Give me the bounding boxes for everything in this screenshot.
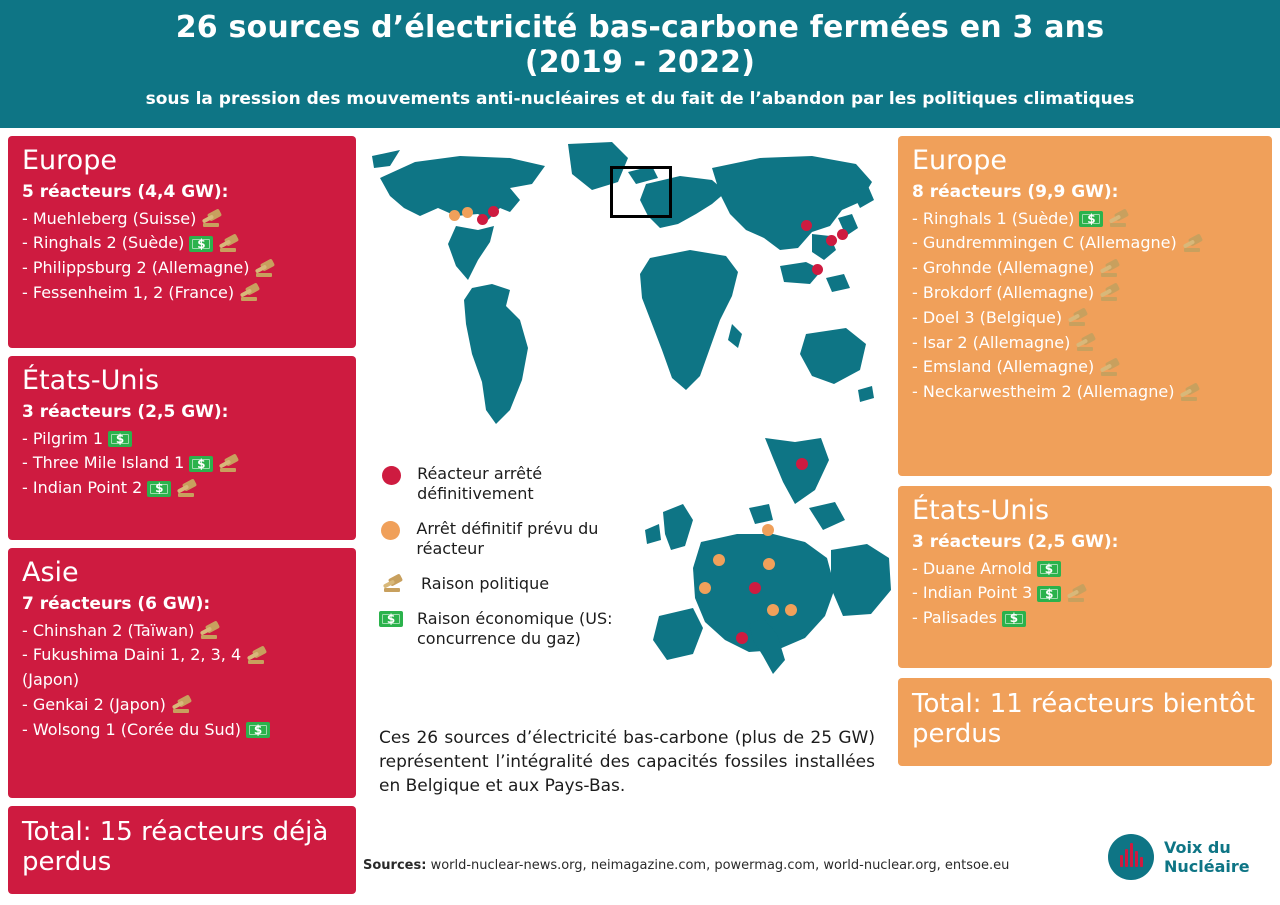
title-line-2: (2019 - 2022): [524, 45, 756, 81]
legend-row: [379, 609, 629, 649]
reactor-label: - Duane Arnold: [912, 558, 1032, 578]
legend-label: Réacteur arrêté définitivement: [417, 464, 543, 503]
reactor-list: [22, 427, 342, 501]
gavel-icon: [171, 697, 193, 713]
reactor-label: - Grohnde (Allemagne): [912, 258, 1095, 278]
note-box: Ces 26 sources d’électricité bas-carbone (plus de 25 GW) représentent l’intégralité des capacités fossiles installées en Belgique et aux Pays-Bas.: [363, 713, 891, 833]
map-marker-orange: [763, 558, 775, 570]
content-stage: [0, 128, 1280, 905]
logo-mark-icon: [1108, 834, 1154, 880]
map-marker-orange: [762, 524, 774, 536]
reactor-label: - Three Mile Island 1: [22, 453, 185, 473]
card-count: 5 réacteurs (4,4 GW):: [22, 181, 229, 202]
legend-label: Arrêt définitif prévu du réacteur: [416, 519, 599, 558]
list-item: [912, 331, 1258, 356]
map-marker-red: [488, 206, 499, 217]
map-marker-orange: [699, 582, 711, 594]
list-item: [912, 355, 1258, 380]
legend-symbol: [379, 519, 402, 540]
reactor-label: - Brokdorf (Allemagne): [912, 283, 1095, 303]
list-item: [22, 668, 342, 693]
card-title: Europe: [912, 145, 1007, 176]
gavel-icon: [239, 285, 261, 301]
legend-symbol: [379, 464, 403, 485]
money-icon: [147, 481, 171, 497]
reactor-label: - Indian Point 3: [912, 583, 1033, 603]
map-marker-red: [812, 264, 823, 275]
list-item: [22, 718, 342, 743]
list-item: [22, 693, 342, 718]
europe-zoom-box: [610, 166, 672, 218]
money-icon: [108, 431, 132, 447]
gavel-icon: [176, 481, 198, 497]
sources-label: Sources:: [363, 858, 427, 873]
orange-dot-icon: [381, 521, 400, 540]
list-item: [22, 619, 342, 644]
gavel-icon: [1067, 310, 1089, 326]
reactor-label: - Neckarwestheim 2 (Allemagne): [912, 382, 1175, 402]
map-marker-orange: [785, 604, 797, 616]
reactor-label: - Genkai 2 (Japon): [22, 695, 166, 715]
total-left: Total: 15 réacteurs déjà perdus: [8, 806, 356, 894]
reactor-label: - Wolsong 1 (Corée du Sud): [22, 719, 242, 739]
money-icon: [379, 611, 403, 627]
gavel-icon: [199, 623, 221, 639]
total-right: Total: 11 réacteurs bientôt perdus: [898, 678, 1272, 766]
reactor-label: (Japon): [22, 670, 80, 690]
card-right-usa: [898, 486, 1272, 668]
legend-label: Raison économique (US: concurrence du gaz): [417, 609, 613, 648]
map-marker-red: [801, 220, 812, 231]
list-item: [912, 207, 1258, 232]
gavel-icon: [254, 261, 276, 277]
gavel-icon: [218, 236, 240, 252]
money-icon: [1002, 611, 1026, 627]
title-line-1: 26 sources d’électricité bas-carbone fermées en 3 ans: [175, 10, 1105, 45]
money-icon: [189, 236, 213, 252]
reactor-list: [912, 207, 1258, 405]
money-icon: [189, 456, 213, 472]
legend-symbol: [379, 609, 403, 627]
legend-symbol: [379, 574, 407, 592]
list-item: [22, 476, 342, 501]
card-count: 3 réacteurs (2,5 GW):: [22, 401, 229, 422]
header-banner: [0, 0, 1280, 128]
list-item: [912, 380, 1258, 405]
gavel-icon: [218, 456, 240, 472]
logo-text: [1164, 838, 1250, 876]
gavel-icon: [1179, 385, 1201, 401]
legend-label: Raison politique: [421, 574, 550, 593]
reactor-label: - Indian Point 2: [22, 478, 143, 498]
map-marker-orange: [462, 207, 473, 218]
list-item: [912, 606, 1258, 631]
map-legend: [365, 448, 643, 688]
gavel-icon: [1075, 335, 1097, 351]
logo-line-2: Nucléaire: [1164, 857, 1250, 876]
europe-detail-map: [645, 438, 895, 698]
reactor-label: - Philippsburg 2 (Allemagne): [22, 258, 250, 278]
list-item: [22, 451, 342, 476]
reactor-list: [22, 207, 342, 306]
reactor-list: [912, 557, 1258, 631]
reactor-label: - Muehleberg (Suisse): [22, 208, 197, 228]
gavel-icon: [1108, 211, 1130, 227]
list-item: [912, 557, 1258, 582]
gavel-icon: [1099, 261, 1121, 277]
card-count: 7 réacteurs (6 GW):: [22, 593, 211, 614]
legend-row: [379, 464, 629, 504]
card-left-asia: [8, 548, 356, 798]
reactor-label: - Pilgrim 1: [22, 428, 104, 448]
card-title: États-Unis: [22, 365, 160, 396]
card-left-europe: [8, 136, 356, 348]
money-icon: [246, 722, 270, 738]
reactor-label: - Palisades: [912, 608, 997, 628]
reactor-label: - Fukushima Daini 1, 2, 3, 4: [22, 645, 242, 665]
map-marker-red: [796, 458, 808, 470]
gavel-icon: [1182, 236, 1204, 252]
reactor-list: [22, 619, 342, 743]
card-title: Asie: [22, 557, 79, 588]
reactor-label: - Fessenheim 1, 2 (France): [22, 283, 235, 303]
logo-line-1: Voix du: [1164, 837, 1231, 857]
map-marker-orange: [449, 210, 460, 221]
sources-list: world-nuclear-news.org, neimagazine.com, powermag.com, world-nuclear.org, entsoe.eu: [430, 858, 1010, 873]
list-item: [912, 256, 1258, 281]
map-marker-red: [477, 214, 488, 225]
page-title: [0, 10, 1280, 81]
map-marker-orange: [767, 604, 779, 616]
list-item: [22, 281, 342, 306]
reactor-label: - Ringhals 1 (Suède): [912, 208, 1075, 228]
card-title: Europe: [22, 145, 117, 176]
reactor-label: - Doel 3 (Belgique): [912, 307, 1063, 327]
reactor-label: - Chinshan 2 (Taïwan): [22, 620, 195, 640]
card-count: 8 réacteurs (9,9 GW):: [912, 181, 1119, 202]
map-marker-red: [736, 632, 748, 644]
sources-line: [363, 858, 1043, 873]
list-item: [912, 231, 1258, 256]
page-subtitle: sous la pression des mouvements anti-nucléaires et du fait de l’abandon par les politiques climatiques: [145, 88, 1135, 109]
card-title: États-Unis: [912, 495, 1050, 526]
legend-row: [379, 574, 629, 594]
card-count: 3 réacteurs (2,5 GW):: [912, 531, 1119, 552]
money-icon: [1037, 586, 1061, 602]
list-item: [912, 306, 1258, 331]
red-dot-icon: [382, 466, 401, 485]
legend-row: [379, 519, 629, 559]
reactor-label: - Ringhals 2 (Suède): [22, 233, 185, 253]
list-item: [22, 643, 342, 668]
card-left-usa: [8, 356, 356, 540]
gavel-icon: [1099, 360, 1121, 376]
map-marker-red: [837, 229, 848, 240]
card-right-europe: [898, 136, 1272, 476]
money-icon: [1079, 211, 1103, 227]
gavel-icon: [1099, 285, 1121, 301]
logo: [1108, 826, 1268, 888]
list-item: [22, 427, 342, 452]
list-item: [22, 256, 342, 281]
list-item: [912, 581, 1258, 606]
list-item: [912, 281, 1258, 306]
gavel-icon: [201, 211, 223, 227]
money-icon: [1037, 561, 1061, 577]
map-marker-red: [749, 582, 761, 594]
list-item: [22, 231, 342, 256]
gavel-icon: [1066, 586, 1088, 602]
reactor-label: - Isar 2 (Allemagne): [912, 332, 1071, 352]
gavel-icon: [382, 576, 404, 592]
map-marker-red: [826, 235, 837, 246]
gavel-icon: [246, 648, 268, 664]
list-item: [22, 207, 342, 232]
reactor-label: - Emsland (Allemagne): [912, 357, 1095, 377]
map-marker-orange: [713, 554, 725, 566]
reactor-label: - Gundremmingen C (Allemagne): [912, 233, 1177, 253]
